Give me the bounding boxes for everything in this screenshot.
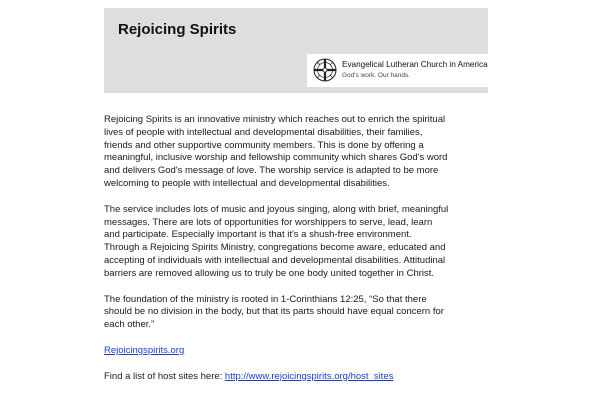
- website-line: [104, 345, 449, 358]
- website-link[interactable]: Rejoicingspirits.org: [104, 344, 185, 356]
- host-sites-line: [104, 371, 449, 384]
- page-header: [104, 8, 488, 93]
- ministry-paragraph: Through a Rejoicing Spirits Ministry, congregations become aware, educated and accepting of individuals with intellectual and developmental disabilities. Attitudinal barriers are removed allowing us to truly be one body united together in Christ.: [104, 242, 446, 279]
- logo-tagline: God's work. Our hands.: [342, 72, 411, 79]
- page-title: Rejoicing Spirits: [118, 21, 237, 38]
- intro-paragraph: Rejoicing Spirits is an innovative ministry which reaches out to enrich the spiritual lives of people with intellectual and developmental disabilities, their families, friends and other supportive community members. This is done by offering a meaningful, inclusive worship and fellowship community which shares God's word and delivers God's message of love. The worship service is adapted to be more welcoming to people with intellectual and developmental disabilities.: [104, 114, 448, 189]
- elca-cross-logo-icon: [313, 58, 337, 82]
- foundation-paragraph: The foundation of the ministry is rooted in 1-Corinthians 12:25, “So that there should be no division in the body, but that its parts should have equal concern for each other.”: [104, 293, 444, 331]
- article-body: [104, 114, 449, 384]
- logo-organization-name: Evangelical Lutheran Church in America: [342, 60, 488, 69]
- host-sites-link[interactable]: http://www.rejoicingspirits.org/host_sites: [224, 370, 394, 382]
- service-paragraph: The service includes lots of music and joyous singing, along with brief, meaningful messages. There are lots of opportunities for worshippers to serve, lead, learn and participate. Especially important is that it's a shush-free environment.: [104, 203, 449, 241]
- host-sites-label: Find a list of host sites here:: [104, 370, 225, 382]
- elca-logo: [307, 54, 488, 87]
